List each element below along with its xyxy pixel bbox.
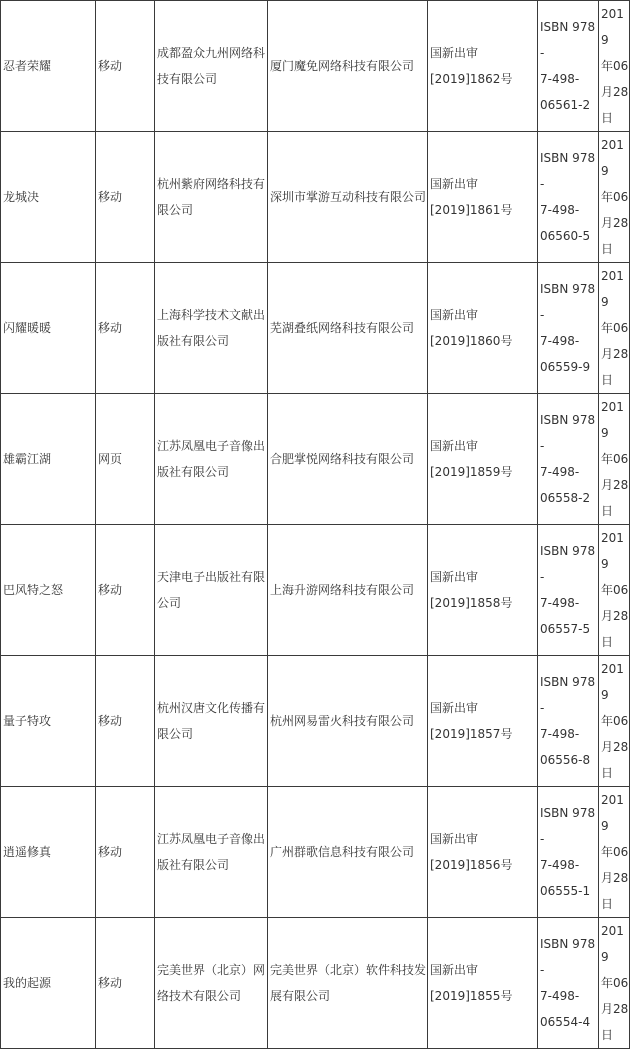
approval-date-cell [599, 132, 630, 263]
game-name-cell [1, 525, 96, 656]
game-name-cell [1, 787, 96, 918]
approval-number-cell [428, 394, 538, 525]
approval-date-cell-line: 月28 [601, 347, 629, 361]
approval-date-cell-line: 2019 [601, 7, 624, 47]
game-type-cell-text: 移动 [98, 321, 123, 335]
approval-number-cell-line: [2019]1860号 [430, 334, 513, 348]
isbn-cell [538, 918, 599, 1049]
isbn-cell-line: ISBN 978- [540, 282, 596, 322]
isbn-cell-line: ISBN 978- [540, 413, 596, 453]
game-type-cell-text: 移动 [98, 190, 123, 204]
approval-date-cell-line: 日 [601, 504, 614, 518]
publisher-cell [155, 132, 268, 263]
operator-cell [268, 525, 428, 656]
table-row [1, 132, 630, 263]
approval-date-cell-line: 年06 [601, 714, 629, 728]
isbn-cell-line: 06559-9 [540, 360, 591, 374]
publisher-cell-text: 上海科学技术文献出版社有限公司 [157, 308, 266, 348]
isbn-cell-line: 7-498- [540, 334, 580, 348]
isbn-cell-line: 7-498- [540, 858, 580, 872]
operator-cell [268, 1, 428, 132]
approval-date-cell-line: 日 [601, 373, 614, 387]
approval-date-cell-line: 日 [601, 242, 614, 256]
approval-date-cell-line: 年06 [601, 976, 629, 990]
isbn-cell-line: 7-498- [540, 203, 580, 217]
approval-date-cell-line: 月28 [601, 740, 629, 754]
isbn-cell-line: 7-498- [540, 596, 580, 610]
game-type-cell [96, 263, 155, 394]
operator-cell-text: 芜湖叠纸网络科技有限公司 [270, 321, 415, 335]
game-type-cell [96, 394, 155, 525]
isbn-cell-line: 7-498- [540, 72, 580, 86]
approval-number-cell-line: 国新出审 [430, 439, 479, 453]
approval-number-cell-line: 国新出审 [430, 963, 479, 977]
approval-date-cell [599, 525, 630, 656]
game-type-cell [96, 132, 155, 263]
publisher-cell-text: 杭州汉唐文化传播有限公司 [157, 701, 266, 741]
table-row [1, 263, 630, 394]
game-type-cell-text: 移动 [98, 845, 123, 859]
isbn-cell-line: 7-498- [540, 727, 580, 741]
publisher-cell [155, 1, 268, 132]
approval-number-cell-line: [2019]1858号 [430, 596, 513, 610]
approval-number-cell-line: [2019]1861号 [430, 203, 513, 217]
approval-number-cell-line: 国新出审 [430, 308, 479, 322]
publisher-cell [155, 263, 268, 394]
game-name-cell [1, 1, 96, 132]
game-name-cell-text: 我的起源 [3, 976, 52, 990]
approval-number-cell-line: [2019]1859号 [430, 465, 513, 479]
approval-number-cell [428, 525, 538, 656]
isbn-cell [538, 1, 599, 132]
publisher-cell-text: 天津电子出版社有限公司 [157, 570, 266, 610]
approval-date-cell-line: 2019 [601, 400, 624, 440]
approval-number-cell-line: 国新出审 [430, 46, 479, 60]
game-type-cell [96, 525, 155, 656]
isbn-cell-line: ISBN 978- [540, 806, 596, 846]
approval-date-cell-line: 月28 [601, 609, 629, 623]
publisher-cell-text: 江苏凤凰电子音像出版社有限公司 [157, 832, 266, 872]
approval-date-cell-line: 年06 [601, 190, 629, 204]
approval-date-cell-line: 2019 [601, 793, 624, 833]
game-type-cell-text: 移动 [98, 59, 123, 73]
game-name-cell-text: 忍者荣耀 [3, 59, 52, 73]
game-name-cell [1, 132, 96, 263]
operator-cell-text: 上海升游网络科技有限公司 [270, 583, 415, 597]
table-row [1, 394, 630, 525]
approval-date-cell-line: 年06 [601, 452, 629, 466]
approval-date-cell-line: 2019 [601, 924, 624, 964]
isbn-cell-line: 7-498- [540, 465, 580, 479]
operator-cell [268, 918, 428, 1049]
approval-date-cell [599, 394, 630, 525]
game-type-cell-text: 网页 [98, 452, 123, 466]
approval-date-cell [599, 263, 630, 394]
approval-date-cell [599, 918, 630, 1049]
table-row [1, 1, 630, 132]
game-name-cell-text: 巴风特之怒 [3, 583, 64, 597]
isbn-cell-line: ISBN 978- [540, 544, 596, 584]
approval-date-cell-line: 2019 [601, 662, 624, 702]
isbn-cell [538, 394, 599, 525]
approval-number-cell-line: 国新出审 [430, 832, 479, 846]
isbn-cell [538, 132, 599, 263]
table-row [1, 918, 630, 1049]
operator-cell-text: 深圳市掌游互动科技有限公司 [270, 190, 427, 204]
approval-date-cell-line: 年06 [601, 321, 629, 335]
isbn-cell-line: ISBN 978- [540, 675, 596, 715]
approval-date-cell-line: 2019 [601, 531, 624, 571]
isbn-cell [538, 787, 599, 918]
approval-number-cell-line: 国新出审 [430, 701, 479, 715]
publisher-cell [155, 525, 268, 656]
isbn-cell-line: ISBN 978- [540, 151, 596, 191]
approval-date-cell [599, 787, 630, 918]
approval-number-cell [428, 132, 538, 263]
table-row [1, 656, 630, 787]
approval-date-cell-line: 2019 [601, 138, 624, 178]
operator-cell-text: 杭州网易雷火科技有限公司 [270, 714, 415, 728]
approval-date-cell [599, 1, 630, 132]
approval-date-cell-line: 2019 [601, 269, 624, 309]
approval-date-cell-line: 日 [601, 635, 614, 649]
approval-date-cell-line: 月28 [601, 478, 629, 492]
operator-cell [268, 394, 428, 525]
publisher-cell [155, 656, 268, 787]
approval-number-cell-line: 国新出审 [430, 570, 479, 584]
approval-number-cell-line: [2019]1855号 [430, 989, 513, 1003]
operator-cell-text: 合肥掌悦网络科技有限公司 [270, 452, 415, 466]
isbn-cell-line: 06555-1 [540, 884, 591, 898]
operator-cell [268, 263, 428, 394]
publisher-cell-text: 杭州紫府网络科技有限公司 [157, 177, 266, 217]
game-type-cell [96, 787, 155, 918]
isbn-cell-line: 06554-4 [540, 1015, 591, 1029]
table-row [1, 525, 630, 656]
isbn-cell-line: 06560-5 [540, 229, 591, 243]
approval-number-cell-line: [2019]1857号 [430, 727, 513, 741]
approval-date-cell [599, 656, 630, 787]
game-name-cell-text: 龙城决 [3, 190, 40, 204]
approval-date-cell-line: 年06 [601, 845, 629, 859]
game-name-cell-text: 量子特攻 [3, 714, 52, 728]
isbn-cell-line: 7-498- [540, 989, 580, 1003]
game-name-cell-text: 闪耀暖暖 [3, 321, 52, 335]
isbn-cell-line: ISBN 978- [540, 20, 596, 60]
publisher-cell-text: 江苏凤凰电子音像出版社有限公司 [157, 439, 266, 479]
approval-date-cell-line: 日 [601, 1028, 614, 1042]
publisher-cell-text: 成都盈众九州网络科技有限公司 [157, 46, 266, 86]
approval-date-cell-line: 日 [601, 111, 614, 125]
approval-number-cell [428, 918, 538, 1049]
approval-date-cell-line: 月28 [601, 871, 629, 885]
operator-cell-text: 厦门魔免网络科技有限公司 [270, 59, 415, 73]
publisher-cell [155, 918, 268, 1049]
operator-cell-text: 完美世界（北京）软件科技发展有限公司 [270, 963, 427, 1003]
approval-number-cell [428, 263, 538, 394]
approval-number-cell-line: [2019]1862号 [430, 72, 513, 86]
approval-number-cell [428, 787, 538, 918]
table-row [1, 787, 630, 918]
approval-date-cell-line: 年06 [601, 583, 629, 597]
isbn-cell [538, 525, 599, 656]
game-name-cell-text: 雄霸江湖 [3, 452, 52, 466]
isbn-cell-line: 06558-2 [540, 491, 591, 505]
operator-cell-text: 广州群歌信息科技有限公司 [270, 845, 415, 859]
publisher-cell [155, 787, 268, 918]
operator-cell [268, 656, 428, 787]
game-type-cell-text: 移动 [98, 714, 123, 728]
isbn-cell-line: ISBN 978- [540, 937, 596, 977]
publisher-cell [155, 394, 268, 525]
approval-date-cell-line: 月28 [601, 85, 629, 99]
approval-date-cell-line: 月28 [601, 216, 629, 230]
game-name-cell-text: 逍遥修真 [3, 845, 52, 859]
game-name-cell [1, 918, 96, 1049]
isbn-cell-line: 06561-2 [540, 98, 591, 112]
operator-cell [268, 132, 428, 263]
game-type-cell [96, 656, 155, 787]
game-name-cell [1, 394, 96, 525]
approval-date-cell-line: 月28 [601, 1002, 629, 1016]
operator-cell [268, 787, 428, 918]
game-type-cell-text: 移动 [98, 976, 123, 990]
approval-date-cell-line: 日 [601, 897, 614, 911]
approval-number-cell [428, 656, 538, 787]
approval-date-cell-line: 年06 [601, 59, 629, 73]
isbn-cell [538, 263, 599, 394]
table-body [1, 1, 630, 1049]
game-type-cell [96, 918, 155, 1049]
isbn-cell-line: 06557-5 [540, 622, 591, 636]
approval-number-cell [428, 1, 538, 132]
publisher-cell-text: 完美世界（北京）网络技术有限公司 [157, 963, 266, 1003]
isbn-cell-line: 06556-8 [540, 753, 591, 767]
game-name-cell [1, 263, 96, 394]
approval-number-cell-line: [2019]1856号 [430, 858, 513, 872]
game-type-cell-text: 移动 [98, 583, 123, 597]
isbn-cell [538, 656, 599, 787]
approval-date-cell-line: 日 [601, 766, 614, 780]
approval-number-cell-line: 国新出审 [430, 177, 479, 191]
game-name-cell [1, 656, 96, 787]
game-type-cell [96, 1, 155, 132]
